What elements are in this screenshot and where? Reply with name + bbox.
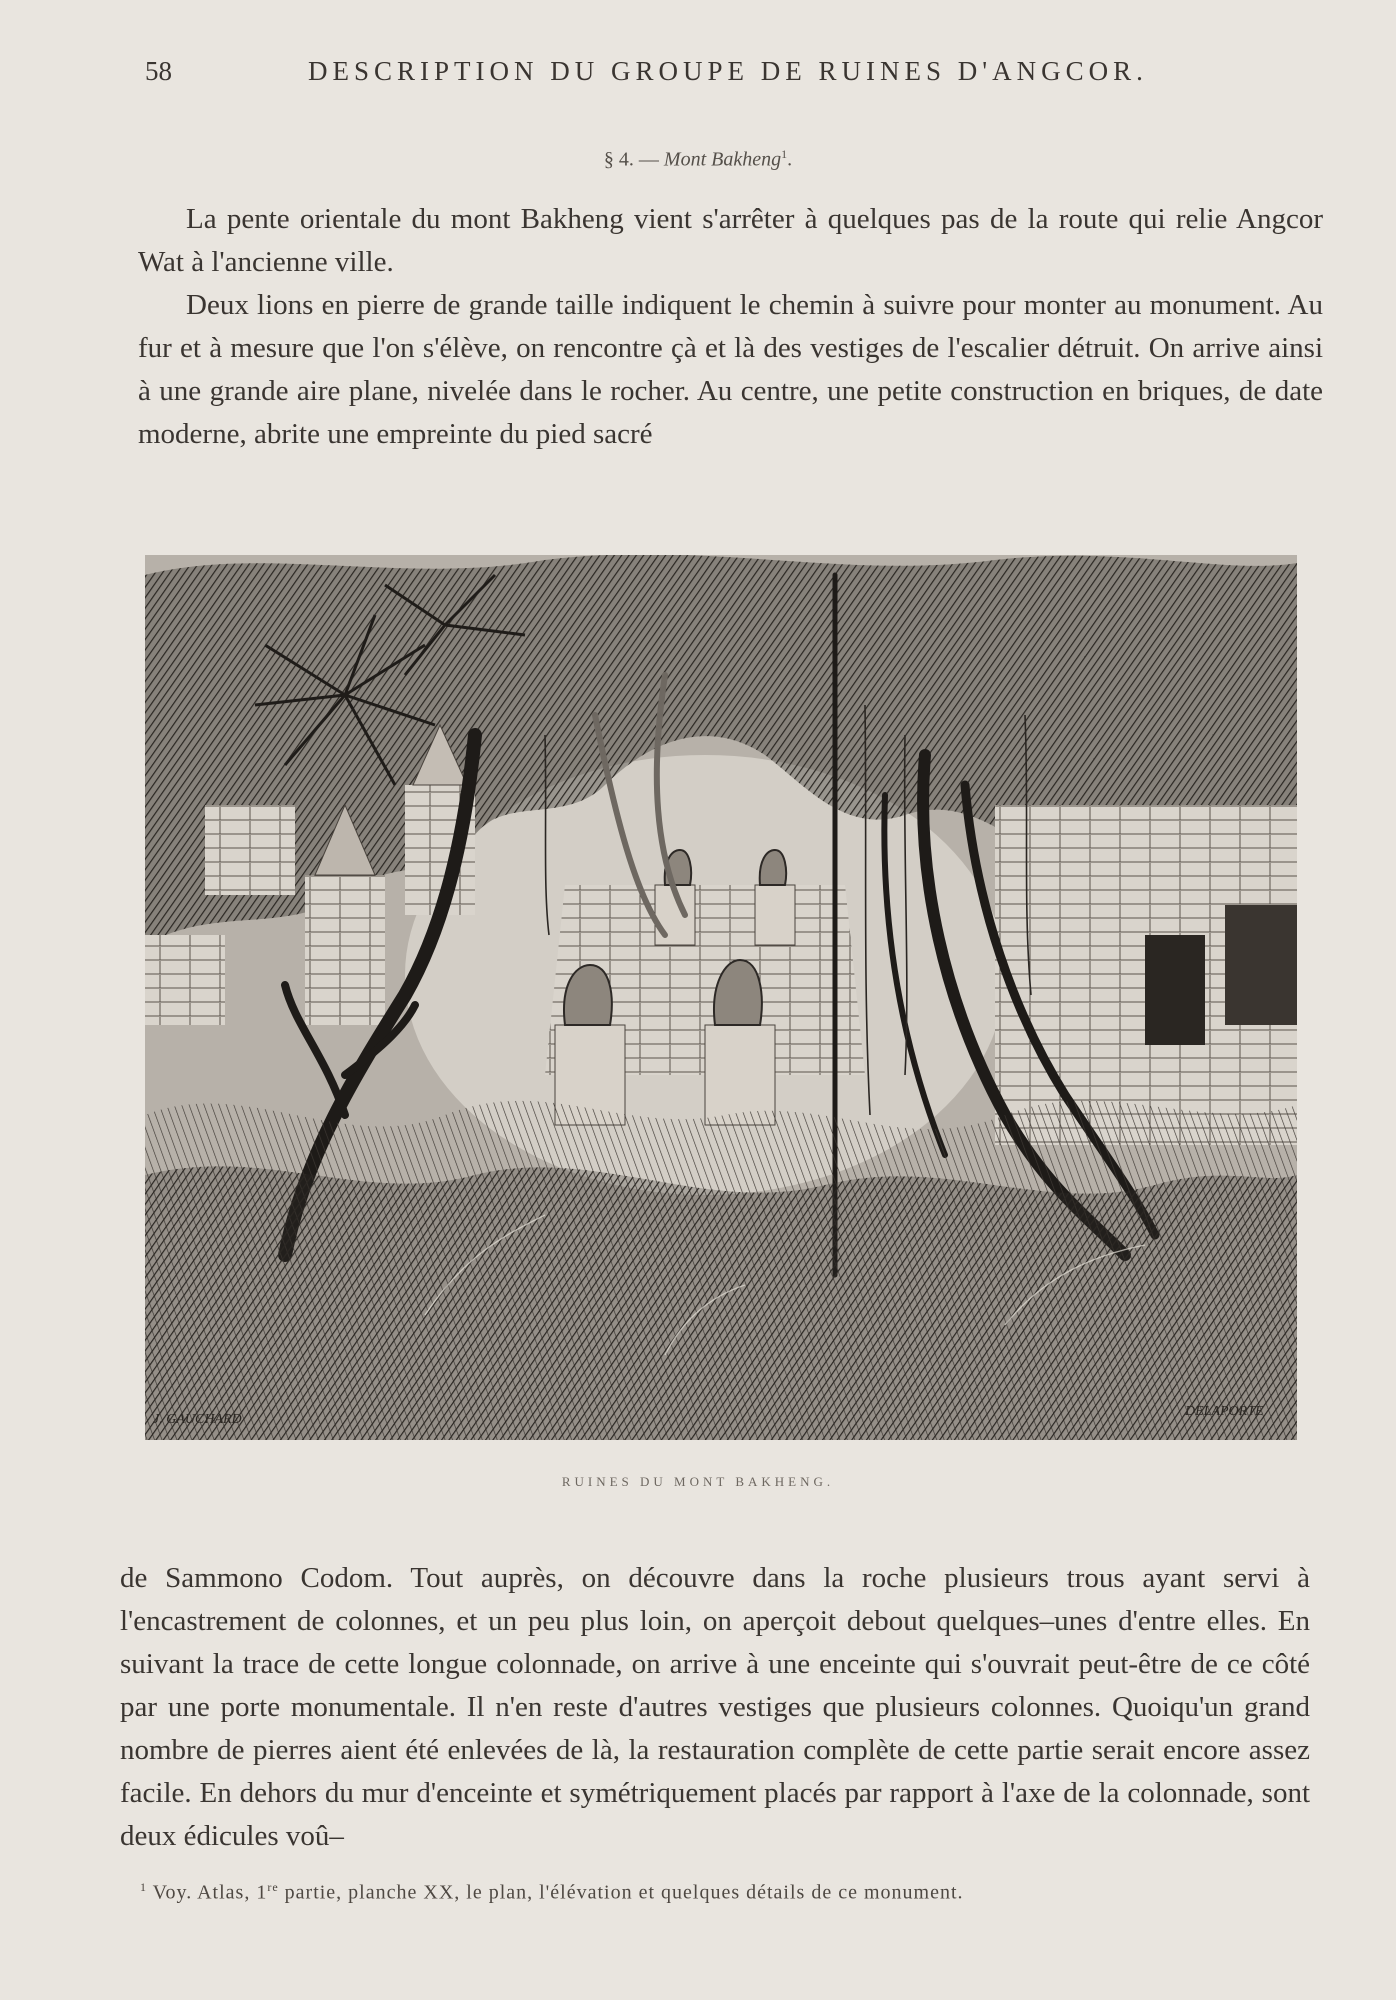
footnote-marker: 1 (140, 1880, 147, 1894)
paragraph-2: Deux lions en pierre de grande taille indiquent le chemin à suivre pour monter au monument. Au fur et à mesure que l'on s'élève, on rencontre çà et là des vestiges de l'escalier détruit. On arrive ainsi à une grande aire plane, nivelée dans le rocher. Au centre, une petite construction en briques, de date moderne, abrite une empreinte du pied sacré (138, 289, 1323, 450)
running-title: DESCRIPTION DU GROUPE DE RUINES D'ANGCOR. (308, 56, 1148, 86)
section-heading (0, 147, 1396, 172)
footnote-reference: 1 (781, 147, 788, 161)
paragraph-1: La pente orientale du mont Bakheng vient s'arrêter à quelques pas de la route qui relie Angcor Wat à l'ancienne ville. (138, 203, 1323, 278)
engraver-signature: J. GAUCHARD (153, 1412, 242, 1427)
figure-caption: RUINES DU MONT BAKHENG. (561, 1474, 835, 1489)
page-number: 58 (145, 56, 172, 86)
artist-signature: DELAPORTE (1185, 1404, 1264, 1419)
body-text-bottom (120, 1557, 1310, 1858)
body-text-top (138, 198, 1323, 456)
footnote-text-end: partie, planche XX, le plan, l'élévation et quelques détails de ce monument. (278, 1881, 964, 1904)
paragraph-continuation: de Sammono Codom. Tout auprès, on découvre dans la roche plusieurs trous ayant servi à l'encastrement de colonnes, et un peu plus loin, on aperçoit debout quelques–unes d'entre elles. En suivant la trace de cette longue colonnade, on arrive à une enceinte qui s'ouvrait peut-être de ce côté par une porte monumentale. Il n'en reste d'autres vestiges que plusieurs colonnes. Quoiqu'un grand nombre de pierres aient été enlevées de là, la restauration complète de cette partie serait encore assez facile. En dehors du mur d'enceinte et symétriquement placés par rapport à l'axe de la colonnade, sont deux édicules voû– (120, 1562, 1310, 1852)
engraving-illustration (145, 555, 1297, 1440)
section-heading-end: . (787, 148, 793, 171)
engraving-drawing (145, 555, 1297, 1440)
footnote-text-start: Voy. Atlas, 1 (152, 1881, 268, 1904)
section-number: § 4. — (603, 148, 659, 171)
section-title: Mont Bakheng (663, 148, 782, 171)
footnote-ordinal-suffix: re (267, 1880, 279, 1894)
footnote (140, 1880, 1300, 1905)
running-head (140, 56, 1180, 96)
